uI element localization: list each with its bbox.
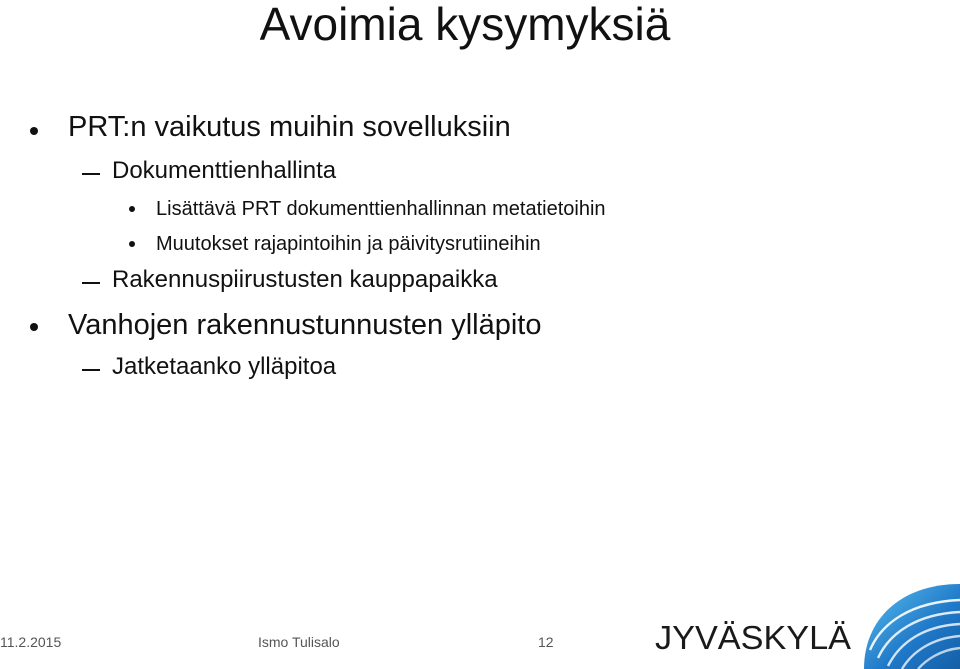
- dash-icon: [82, 369, 100, 371]
- footer-author: Ismo Tulisalo: [258, 634, 340, 650]
- sub-sub-item-metatiedot: Lisättävä PRT dokumenttienhallinnan metatietoihin: [156, 198, 606, 220]
- bullet-item-prt-vaikutus: PRT:n vaikutus muihin sovelluksiin: [68, 111, 511, 143]
- dash-icon: [82, 173, 100, 175]
- sub-item-jatketaanko: Jatketaanko ylläpitoa: [112, 353, 337, 380]
- sub-item-dokumenttienhallinta: Dokumenttienhallinta: [112, 157, 337, 184]
- page-number: 12: [538, 634, 554, 650]
- slide-title: Avoimia kysymyksiä: [259, 0, 671, 50]
- sub-item-kauppapaikka: Rakennuspiirustusten kauppapaikka: [112, 266, 498, 293]
- jyvaskyla-logo: [655, 616, 855, 656]
- small-bullet-icon: [129, 241, 135, 247]
- logo-swoosh-icon: [860, 580, 960, 669]
- bullet-dot-icon: [30, 127, 38, 135]
- bullet-item-rakennustunnukset: Vanhojen rakennustunnusten ylläpito: [68, 309, 542, 341]
- sub-sub-item-rajapinnat: Muutokset rajapintoihin ja päivitysrutiineihin: [156, 233, 541, 255]
- footer-date: 11.2.2015: [0, 634, 62, 650]
- logo-text: JYVÄSKYLÄ: [655, 619, 851, 656]
- bullet-dot-icon: [30, 323, 38, 331]
- small-bullet-icon: [129, 206, 135, 212]
- dash-icon: [82, 282, 100, 284]
